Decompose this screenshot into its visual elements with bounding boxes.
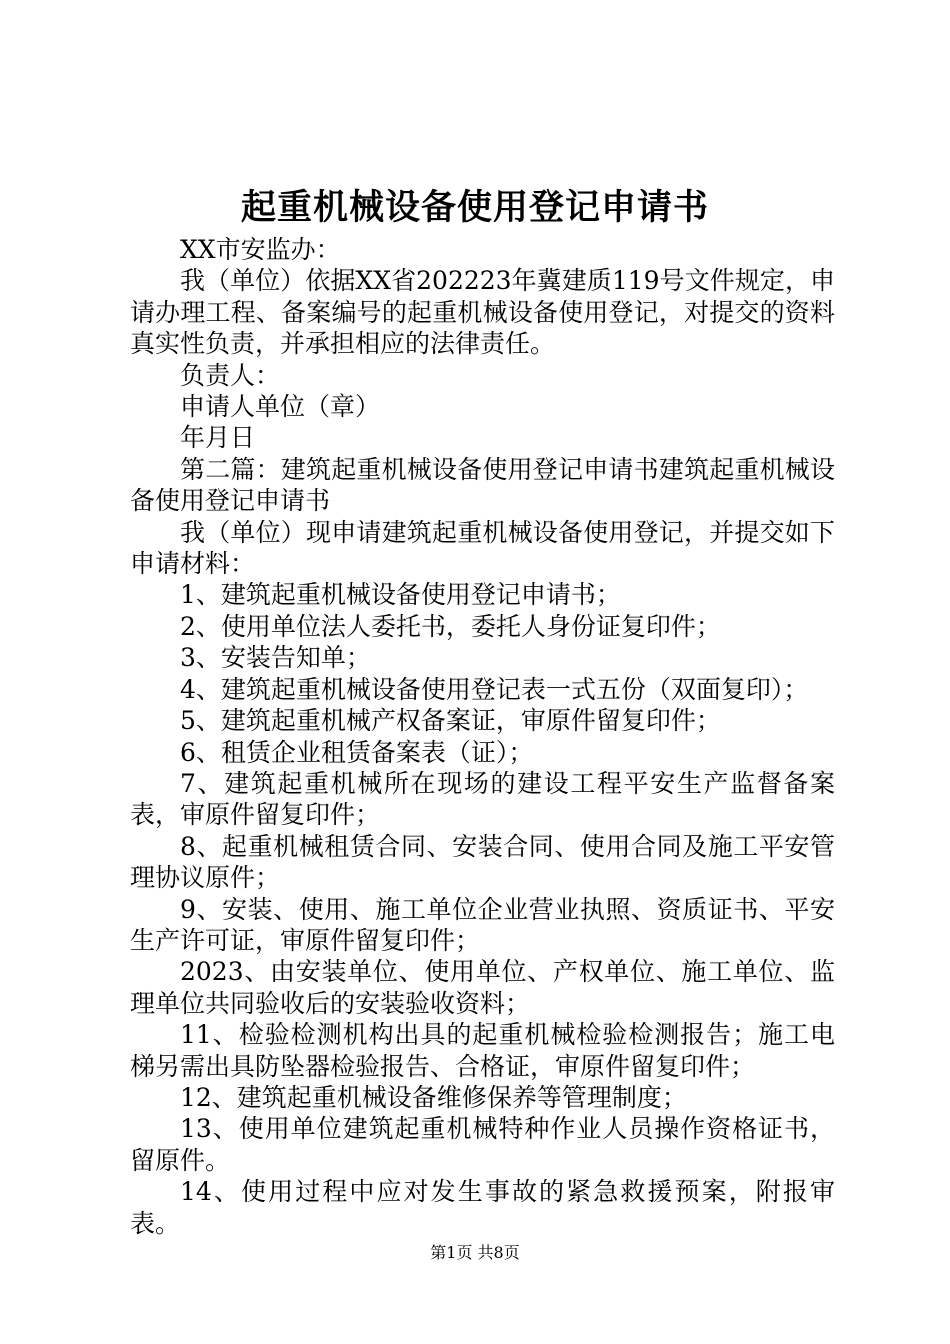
list-item: 13、使用单位建筑起重机械特种作业人员操作资格证书，留原件。 [130, 1114, 835, 1175]
paragraph-applicant-unit: 申请人单位（章） [180, 392, 381, 422]
paragraph-responsible-person: 负责人： [180, 360, 281, 390]
list-item: 2、使用单位法人委托书，委托人身份证复印件； [180, 611, 721, 641]
list-item: 14、使用过程中应对发生事故的紧急救援预案，附报审表。 [130, 1177, 835, 1238]
list-item: 1、建筑起重机械设备使用登记申请书； [180, 580, 621, 610]
list-item: 7、建筑起重机械所在现场的建设工程平安生产监督备案表，审原件留复印件； [130, 768, 835, 830]
list-item: 11、检验检测机构出具的起重机械检验检测报告；施工电梯另需出具防坠器检验报告、合格证，审原件留复印件； [130, 1020, 835, 1081]
paragraph-date: 年月日 [180, 423, 256, 453]
list-item: 4、建筑起重机械设备使用登记表一式五份（双面复印）； [180, 674, 809, 704]
paragraph: 我（单位）现申请建筑起重机械设备使用登记，并提交如下申请材料： [130, 517, 835, 579]
list-item: 5、建筑起重机械产权备案证，审原件留复印件； [180, 706, 721, 736]
list-item: 8、起重机械租赁合同、安装合同、使用合同及施工平安管理协议原件； [130, 831, 835, 893]
list-item: 2023、由安装单位、使用单位、产权单位、施工单位、监理单位共同验收后的安装验收资料； [130, 957, 835, 1018]
list-item: 6、租赁企业租赁备案表（证）； [180, 737, 534, 767]
list-item: 9、安装、使用、施工单位企业营业执照、资质证书、平安生产许可证，审原件留复印件； [130, 894, 835, 955]
paragraph-addressee: XX市安监办： [180, 235, 341, 264]
page-footer: 第1页 共8页 [430, 1243, 520, 1262]
list-item: 3、安装告知单； [180, 643, 371, 673]
paragraph-section-heading: 第二篇：建筑起重机械设备使用登记申请书建筑起重机械设备使用登记申请书 [130, 454, 835, 516]
document-body [130, 234, 835, 1239]
list-item: 12、建筑起重机械设备维修保养等管理制度； [180, 1082, 687, 1112]
paragraph: 我（单位）依据XX省202223年冀建质119号文件规定，申请办理工程、备案编号的起重机械设备使用登记，对提交的资料真实性负责，并承担相应的法律责任。 [130, 266, 835, 359]
document-title: 起重机械设备使用登记申请书 [240, 187, 709, 228]
